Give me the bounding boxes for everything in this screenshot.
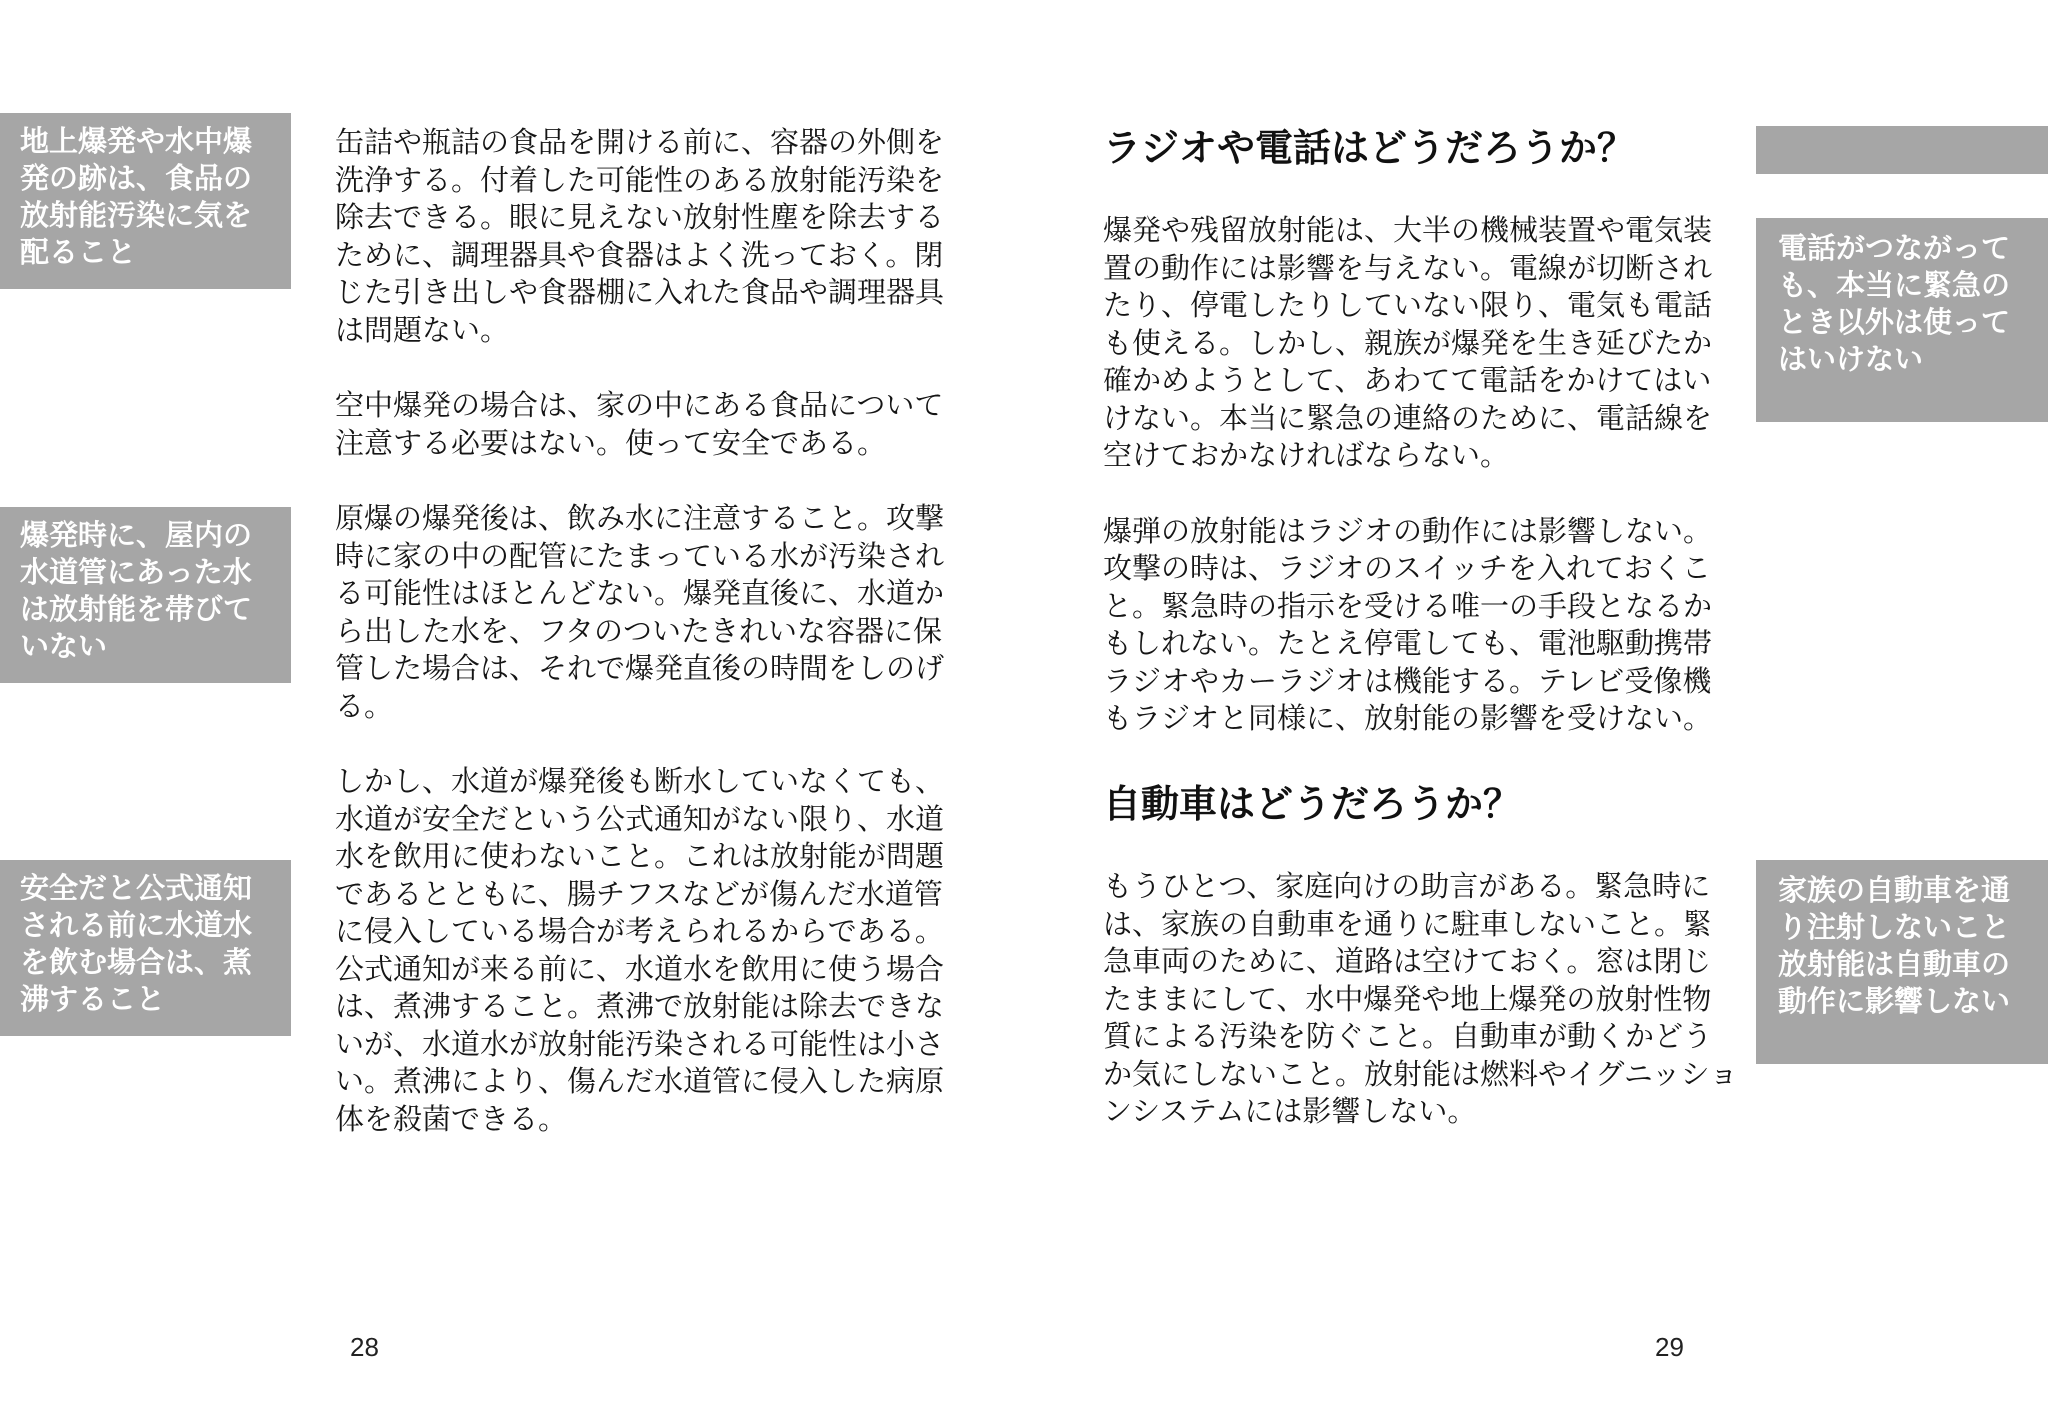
callout-text: 安全だと公式通知される前に水道水を飲む場合は、煮沸すること <box>20 871 253 1016</box>
callout-box-1 <box>0 113 291 289</box>
left-paragraph-4: しかし、水道が爆発後も断水していなくても、水道が安全だという公式通知がない限り、水道水を飲用に使わないこと。これは放射能が問題であるとともに、腸チフスなどが傷んだ水道管に侵入している場合が考えられるからである。公式通知が来る前に、水道水を飲用に使う場合は、煮沸すること。煮沸で放射能は除去できないが、水道水が放射能汚染される可能性は小さい。煮沸により、傷んだ水道管に侵入した病原体を殺菌できる。 <box>335 764 945 1136</box>
callout-text: 地上爆発や水中爆発の跡は、食品の放射能汚染に気を配ること <box>20 124 253 269</box>
callout-text: 家族の自動車を通り注射しないこと放射能は自動車の動作に影響しない <box>1778 873 2011 1018</box>
left-paragraph-1: 缶詰や瓶詰の食品を開ける前に、容器の外側を洗浄する。付着した可能性のある放射能汚染を除去できる。眼に見えない放射性塵を除去するために、調理器具や食器はよく洗っておく。閉じた引き出しや食器棚に入れた食品や調理器具は問題ない。 <box>335 125 945 347</box>
right-section-1-text <box>1103 212 1740 738</box>
callout-text: 爆発時に、屋内の水道管にあった水は放射能を帯びていない <box>20 518 253 663</box>
right-paragraph-1: 爆発や残留放射能は、大半の機械装置や電気装置の動作には影響を与えない。電線が切断されたり、停電したりしていない限り、電気も電話も使える。しかし、親族が爆発を生き延びたか確かめようとして、あわてて電話をかけてはいけない。本当に緊急の連絡のために、電話線を空けておかなければならない。 <box>1103 213 1713 472</box>
right-paragraph-3: もうひとつ、家庭向けの助言がある。緊急時には、家族の自動車を通りに駐車しないこと。緊急車両のために、道路は空けておく。窓は閉じたままにして、水中爆発や地上爆発の放射性物質による汚染を防ぐこと。自動車が動くかどうか気にしないこと。放射能は燃料やイグニッションシステムには影響しない。 <box>1103 869 1739 1128</box>
callout-box-5 <box>1756 860 2048 1064</box>
heading-radio-telephone: ラジオや電話はどうだろうか？ <box>1103 126 1636 170</box>
heading-automobile: 自動車はどうだろうか？ <box>1103 782 1522 826</box>
right-section-2-text <box>1103 868 1740 1131</box>
callout-box-4 <box>1756 218 2048 422</box>
callout-text: 電話がつながっても、本当に緊急のとき以外は使ってはいけない <box>1778 231 2011 376</box>
left-paragraph-3: 原爆の爆発後は、飲み水に注意すること。攻撃時に家の中の配管にたまっている水が汚染される可能性はほとんどない。爆発直後に、水道から出した水を、フタのついたきれいな容器に保管した場合は、それで爆発直後の時間をしのげる。 <box>335 501 945 723</box>
sidebar-strip-top <box>1756 126 2048 174</box>
left-column-text <box>335 124 953 1138</box>
callout-box-2 <box>0 507 291 683</box>
callout-box-3 <box>0 860 291 1036</box>
right-paragraph-2: 爆弾の放射能はラジオの動作には影響しない。攻撃の時は、ラジオのスイッチを入れておくこと。緊急時の指示を受ける唯一の手段となるかもしれない。たとえ停電しても、電池駆動携帯ラジオやカーラジオは機能する。テレビ受像機もラジオと同様に、放射能の影響を受けない。 <box>1103 513 1713 735</box>
page-number-right: 29 <box>1655 1332 1684 1362</box>
left-paragraph-2: 空中爆発の場合は、家の中にある食品について注意する必要はない。使って安全である。 <box>335 388 944 460</box>
page-number-left: 28 <box>350 1332 379 1362</box>
